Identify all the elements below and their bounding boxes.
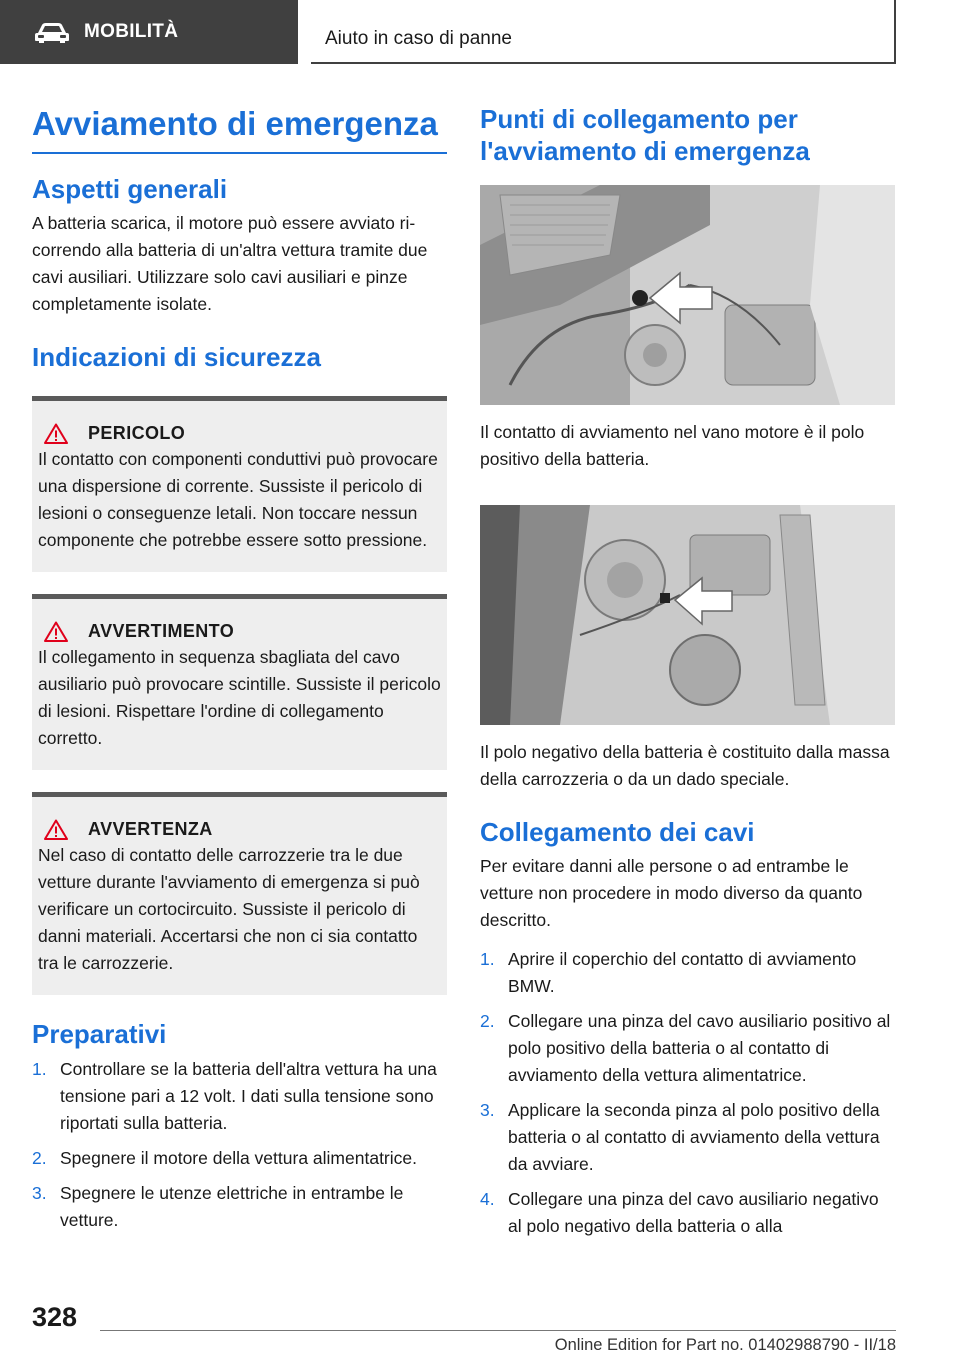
step-number: 3. [32,1183,47,1204]
warning-triangle-icon [44,423,68,444]
general-text: A batteria scarica, il motore può essere avviato ricorrendo alla batteria di un'altra vettura tramite due cavi ausiliari. Utilizzare solo cavi ausiliari e pinze completamente isolate. [32,213,428,315]
list-item [32,1180,447,1234]
warning-triangle-icon [44,819,68,840]
list-item [32,1145,447,1172]
step-number: 3. [480,1100,495,1121]
step-text: Spegnere le utenze elettriche in entrambe le vetture. [60,1183,404,1231]
car-icon [34,20,70,44]
step-text: Aprire il coperchio del contatto di avviamento BMW. [508,949,857,997]
list-item [480,1186,895,1240]
safety-heading: Indicazioni di sicurezza [32,342,321,373]
header-chapter-label: Aiuto in caso di panne [325,28,512,49]
cable-steps [480,946,895,1240]
warning-box-danger [32,396,447,572]
list-item [480,1008,895,1089]
page-title: Avviamento di emergenza [32,106,447,154]
cables-heading: Collegamento dei cavi [480,817,755,848]
prep-steps [32,1056,447,1234]
step-text: Collegare una pinza del cavo ausiliario negativo al polo negativo della batteria o alla [508,1189,879,1237]
warning-box-caution [32,594,447,770]
warning-box-notice [32,792,447,995]
list-item [480,1097,895,1178]
right-column [480,96,895,1248]
general-heading: Aspetti generali [32,174,228,205]
step-text: Collegare una pinza del cavo ausiliario positivo al polo positivo della batteria o al contatto di avviamento della vettura alimentatrice. [508,1011,891,1086]
step-number: 1. [32,1059,47,1080]
page-number: 328 [32,1302,78,1332]
engine-bay-positive-photo [480,185,895,405]
cables-text: Per evitare danni alle persone o ad entrambe le vetture non procedere in modo diverso da quanto descritto. [480,856,863,931]
step-number: 1. [480,949,495,970]
left-column [32,96,447,1242]
step-number: 4. [480,1189,495,1210]
warning-title: AVVERTIMENTO [88,620,235,641]
header-chapter-box [311,0,896,64]
photo2-caption: Il polo negativo della batteria è costituito dalla massa della carrozzeria o da un dado speciale. [480,742,890,790]
list-item [480,946,895,1000]
step-text: Spegnere il motore della vettura alimentatrice. [60,1148,417,1169]
warning-text: Il contatto con componenti conduttivi può provocare una dispersione di corrente. Sussiste il pericolo di lesioni o conseguenze letali. Non toccare nessun componente che potrebbe essere sotto pressione. [38,448,438,550]
warning-title: PERICOLO [88,422,186,443]
step-number: 2. [32,1148,47,1169]
step-number: 2. [480,1011,495,1032]
prep-heading: Preparativi [32,1018,167,1049]
header-section-label: MOBILITÀ [84,21,179,42]
warning-text: Il collegamento in sequenza sbagliata del cavo ausiliario può provocare scintille. Sussiste il pericolo di lesioni. Rispettare l'ordine di collegamento corretto. [38,646,441,748]
step-text: Applicare la seconda pinza al polo positivo della batteria o al contatto di avviamento della vettura da avviare. [508,1100,880,1175]
header-section-tab [0,0,298,64]
engine-bay-negative-photo [480,505,895,725]
list-item [32,1056,447,1137]
footer-edition: Online Edition for Part no. 01402988790 - II/18 [554,1336,896,1354]
footer-divider [100,1330,896,1331]
warning-triangle-icon [44,621,68,642]
photo1-caption: Il contatto di avviamento nel vano motore è il polo positivo della batteria. [480,422,865,470]
points-heading: Punti di collegamento per l'avviamento di emergenza [480,104,810,166]
warning-text: Nel caso di contatto delle carrozzerie tra le due vetture durante l'avviamento di emergenza si può verificare un cortocircuito. Sussiste il pericolo di danni materiali. Accertarsi che non ci sia contatto tra le carrozzerie. [38,844,420,973]
warning-title: AVVERTENZA [88,818,213,839]
step-text: Controllare se la batteria dell'altra vettura ha una tensione pari a 12 volt. I dati sulla tensione sono riportati sulla batteria. [60,1059,437,1134]
